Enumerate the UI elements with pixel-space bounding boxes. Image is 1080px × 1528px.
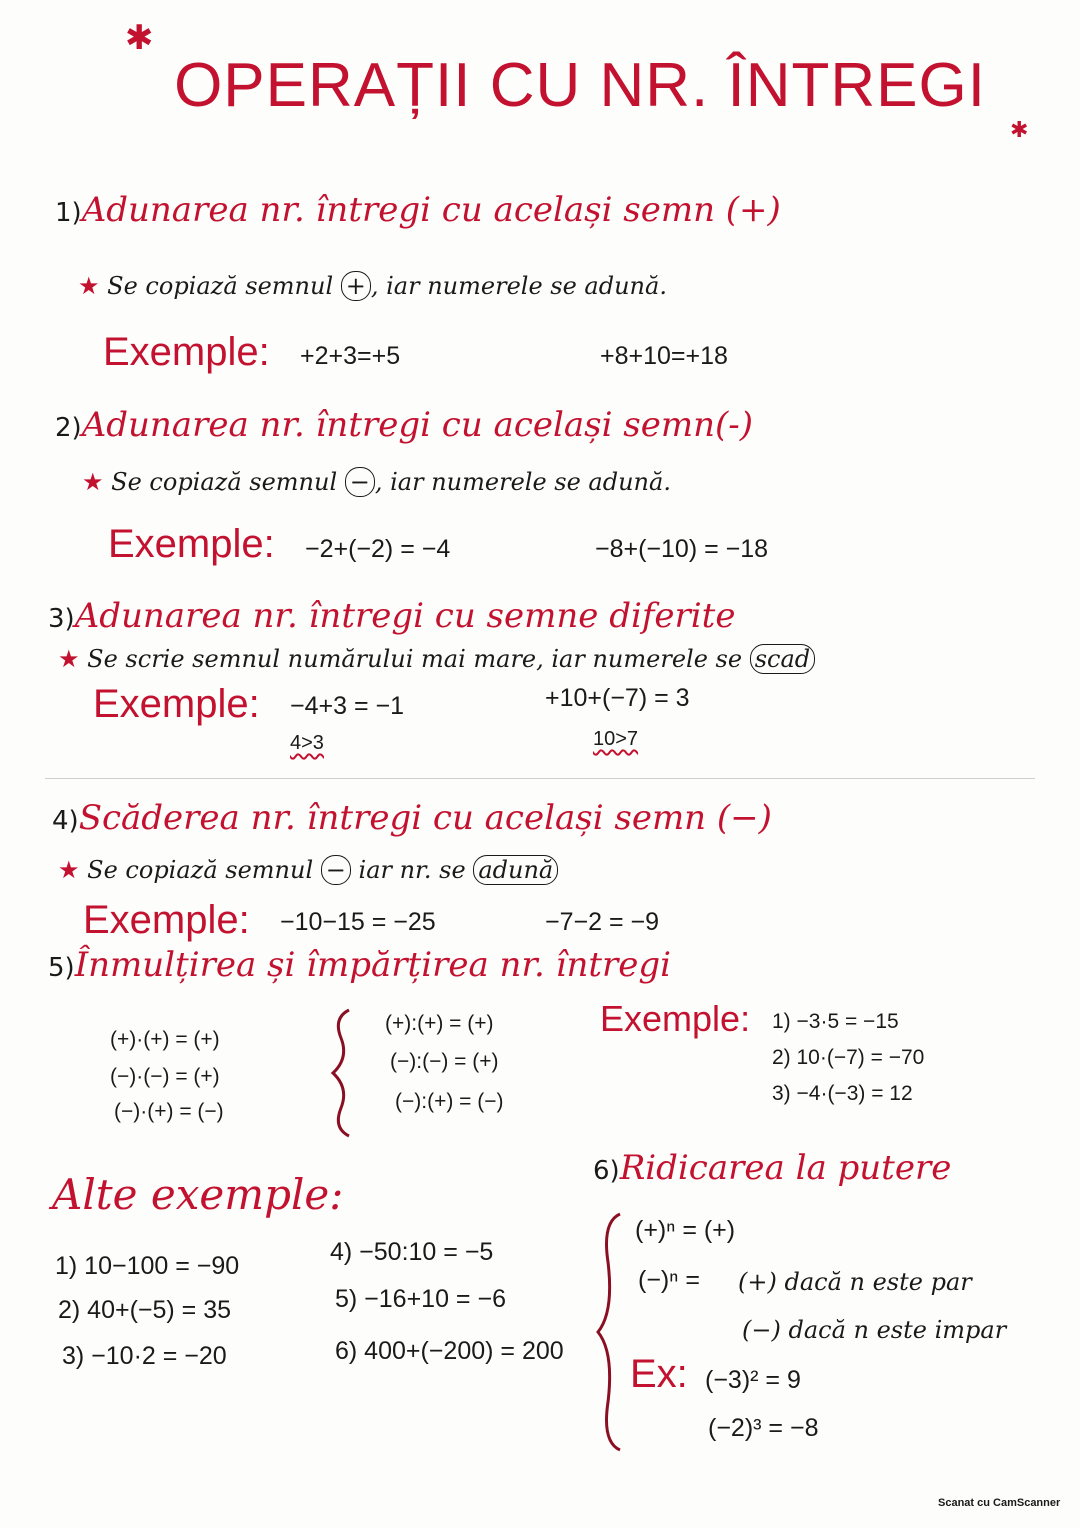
scanner-watermark: Scanat cu CamScanner <box>938 1497 1061 1509</box>
example: −2+(−2) = −4 <box>305 535 451 563</box>
div-rule: (−):(−) = (+) <box>390 1050 499 1073</box>
note: 10>7 <box>593 728 639 750</box>
other-example: 3) −10·2 = −20 <box>62 1342 227 1370</box>
other-examples-heading: Alte exemple: <box>52 1170 344 1219</box>
example: −10−15 = −25 <box>280 908 436 936</box>
examples-label: Exemple: <box>93 682 260 726</box>
example: −4+3 = −1 <box>290 692 405 720</box>
example: +2+3=+5 <box>300 342 401 370</box>
other-example: 2) 40+(−5) = 35 <box>58 1296 232 1324</box>
example: 3) −4·(−3) = 12 <box>772 1082 913 1105</box>
mult-rule: (+)·(+) = (+) <box>110 1028 220 1051</box>
page-title: OPERAȚII CU NR. ÎNTREGI <box>174 51 986 120</box>
section-5-heading: 5)Înmulțirea și împărțirea nr. întregi <box>48 945 672 985</box>
section-2-heading: 2)Adunarea nr. întregi cu același semn(-) <box>55 405 753 445</box>
section-4-heading: 4)Scăderea nr. întregi cu același semn (−) <box>52 798 772 838</box>
brace-icon <box>592 1212 626 1452</box>
brace-icon <box>325 1008 355 1138</box>
examples-label: Exemple: <box>83 898 250 942</box>
section-3-rule: ★ Se scrie semnul numărului mai mare, iar numerele se scad <box>58 645 815 673</box>
example: (−3)² = 9 <box>705 1366 801 1394</box>
power-rule: (+)ⁿ = (+) <box>635 1216 736 1244</box>
section-1-rule: ★ Se copiază semnul + , iar numerele se adună. <box>78 272 667 300</box>
examples-label: Exemple: <box>103 330 270 374</box>
example: +8+10=+18 <box>600 342 728 370</box>
section-6-heading: 6)Ridicarea la putere <box>593 1148 952 1188</box>
example: 2) 10·(−7) = −70 <box>772 1046 925 1069</box>
star-icon: ✱ <box>1010 118 1029 143</box>
example: +10+(−7) = 3 <box>545 684 690 712</box>
bullet-star-icon: ★ <box>82 468 112 496</box>
mult-rule: (−)·(+) = (−) <box>114 1100 224 1123</box>
bullet-star-icon: ★ <box>58 645 88 673</box>
example: (−2)³ = −8 <box>708 1414 819 1442</box>
note: 4>3 <box>290 732 324 754</box>
examples-label: Exemple: <box>108 522 275 566</box>
power-rule: (−)ⁿ = <box>638 1266 700 1294</box>
section-4-rule: ★ Se copiază semnul − iar nr. se adună <box>58 856 558 884</box>
power-rule-odd: (−) dacă n este impar <box>742 1316 1007 1344</box>
power-rule-even: (+) dacă n este par <box>738 1268 972 1296</box>
section-2-rule: ★ Se copiază semnul − , iar numerele se adună. <box>82 468 671 496</box>
example: −7−2 = −9 <box>545 908 660 936</box>
bullet-star-icon: ★ <box>78 272 108 300</box>
other-example: 4) −50:10 = −5 <box>330 1238 494 1266</box>
other-example: 6) 400+(−200) = 200 <box>335 1337 564 1365</box>
examples-label: Ex: <box>630 1352 688 1396</box>
div-rule: (−):(+) = (−) <box>395 1090 504 1113</box>
examples-label: Exemple: <box>600 998 751 1039</box>
section-1-heading: 1)Adunarea nr. întregi cu același semn (+) <box>55 190 781 230</box>
star-icon: ✱ <box>125 18 154 58</box>
other-example: 1) 10−100 = −90 <box>55 1252 240 1280</box>
example: −8+(−10) = −18 <box>595 535 769 563</box>
div-rule: (+):(+) = (+) <box>385 1012 494 1035</box>
section-3-heading: 3)Adunarea nr. întregi cu semne diferite <box>48 596 736 636</box>
bullet-star-icon: ★ <box>58 856 88 884</box>
other-example: 5) −16+10 = −6 <box>335 1285 506 1313</box>
divider <box>45 778 1035 779</box>
mult-rule: (−)·(−) = (+) <box>110 1065 220 1088</box>
example: 1) −3·5 = −15 <box>772 1010 899 1033</box>
